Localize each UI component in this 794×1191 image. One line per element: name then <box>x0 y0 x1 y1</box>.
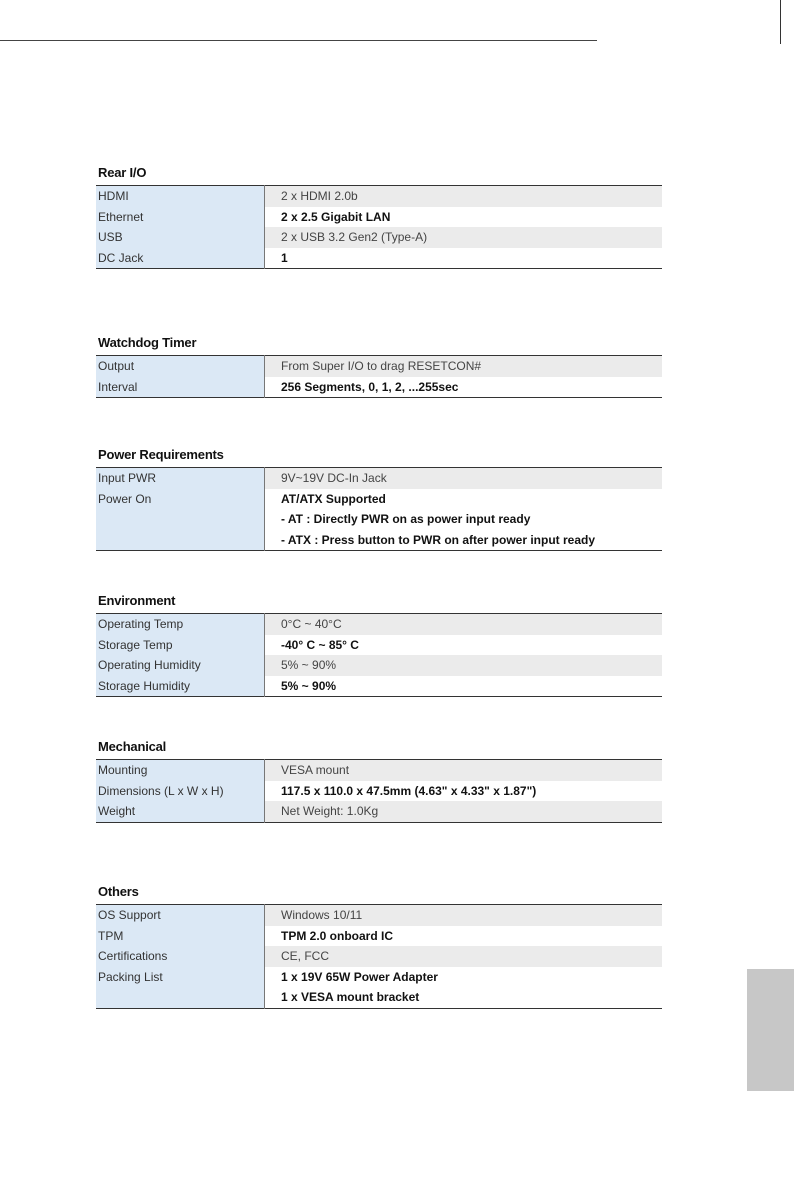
spec-label: DC Jack <box>96 248 265 269</box>
spec-label: Input PWR <box>96 468 265 489</box>
spec-table <box>96 904 662 1009</box>
table-row <box>96 926 662 947</box>
table-row <box>96 760 662 781</box>
table-row <box>96 186 662 207</box>
spec-label: OS Support <box>96 905 265 926</box>
table-row <box>96 614 662 635</box>
spec-value: TPM 2.0 onboard IC <box>281 928 394 943</box>
spec-value: 2 x USB 3.2 Gen2 (Type-A) <box>265 227 663 248</box>
section-environment <box>96 592 662 697</box>
table-row <box>96 905 662 926</box>
spec-value: 2 x 2.5 Gigabit LAN <box>281 209 391 224</box>
spec-value: 117.5 x 110.0 x 47.5mm (4.63" x 4.33" x 1.87") <box>281 783 537 798</box>
spec-value: 0°C ~ 40°C <box>265 614 663 635</box>
spec-value-line: 1 x VESA mount bracket <box>281 990 420 1004</box>
spec-label: Packing List <box>96 967 265 1009</box>
spec-label: Dimensions (L x W x H) <box>96 781 265 802</box>
spec-value: 1 <box>281 250 288 265</box>
section-title: Others <box>98 884 139 899</box>
spec-value: From Super I/O to drag RESETCON# <box>265 356 663 377</box>
table-row <box>96 967 662 1009</box>
spec-value: Windows 10/11 <box>265 905 663 926</box>
spec-value: CE, FCC <box>265 946 663 967</box>
table-row <box>96 946 662 967</box>
spec-label: USB <box>96 227 265 248</box>
spec-label: Operating Humidity <box>96 655 265 676</box>
section-title: Rear I/O <box>98 165 147 180</box>
spec-label: HDMI <box>96 186 265 207</box>
spec-label: TPM <box>96 926 265 947</box>
spec-label: Storage Temp <box>96 635 265 656</box>
spec-label: Weight <box>96 801 265 822</box>
spec-label: Interval <box>96 377 265 398</box>
table-row <box>96 207 662 228</box>
spec-value <box>265 489 663 551</box>
spec-label: Ethernet <box>96 207 265 228</box>
section-power-requirements <box>96 446 662 551</box>
spec-value: 5% ~ 90% <box>265 655 663 676</box>
section-others <box>96 883 662 1009</box>
spec-value: -40° C ~ 85° C <box>281 637 359 652</box>
table-row <box>96 356 662 377</box>
spec-label: Power On <box>96 489 265 551</box>
spec-label: Operating Temp <box>96 614 265 635</box>
spec-label: Certifications <box>96 946 265 967</box>
table-row <box>96 635 662 656</box>
spec-value: VESA mount <box>265 760 663 781</box>
crop-mark <box>780 0 781 44</box>
spec-value-line: - ATX : Press button to PWR on after power input ready <box>281 532 596 547</box>
spec-value: 9V~19V DC-In Jack <box>265 468 663 489</box>
header-rule <box>0 40 597 41</box>
spec-label: Mounting <box>96 760 265 781</box>
table-row <box>96 655 662 676</box>
table-row <box>96 227 662 248</box>
section-rear-io <box>96 164 662 269</box>
table-row <box>96 377 662 398</box>
table-row <box>96 248 662 269</box>
section-title: Environment <box>98 593 176 608</box>
spec-value-line: - AT : Directly PWR on as power input ready <box>281 512 531 526</box>
spec-table <box>96 613 662 697</box>
section-title: Power Requirements <box>98 447 224 462</box>
spec-label: Storage Humidity <box>96 676 265 697</box>
spec-label: Output <box>96 356 265 377</box>
spec-value: 5% ~ 90% <box>281 678 337 693</box>
section-title: Watchdog Timer <box>98 335 197 350</box>
section-watchdog-timer <box>96 334 662 398</box>
table-row <box>96 676 662 697</box>
language-side-tab <box>747 969 794 1091</box>
table-row <box>96 781 662 802</box>
spec-table <box>96 355 662 398</box>
spec-value-line: AT/ATX Supported <box>281 491 386 506</box>
section-title: Mechanical <box>98 739 167 754</box>
section-mechanical <box>96 738 662 823</box>
spec-value-line: 1 x 19V 65W Power Adapter <box>281 969 438 984</box>
spec-value: 256 Segments, 0, 1, 2, ...255sec <box>281 379 459 394</box>
table-row <box>96 468 662 489</box>
spec-table <box>96 467 662 551</box>
spec-value: Net Weight: 1.0Kg <box>265 801 663 822</box>
table-row <box>96 489 662 551</box>
table-row <box>96 801 662 822</box>
spec-table <box>96 759 662 823</box>
spec-value: 2 x HDMI 2.0b <box>265 186 663 207</box>
spec-value <box>265 967 663 1009</box>
spec-table <box>96 185 662 269</box>
